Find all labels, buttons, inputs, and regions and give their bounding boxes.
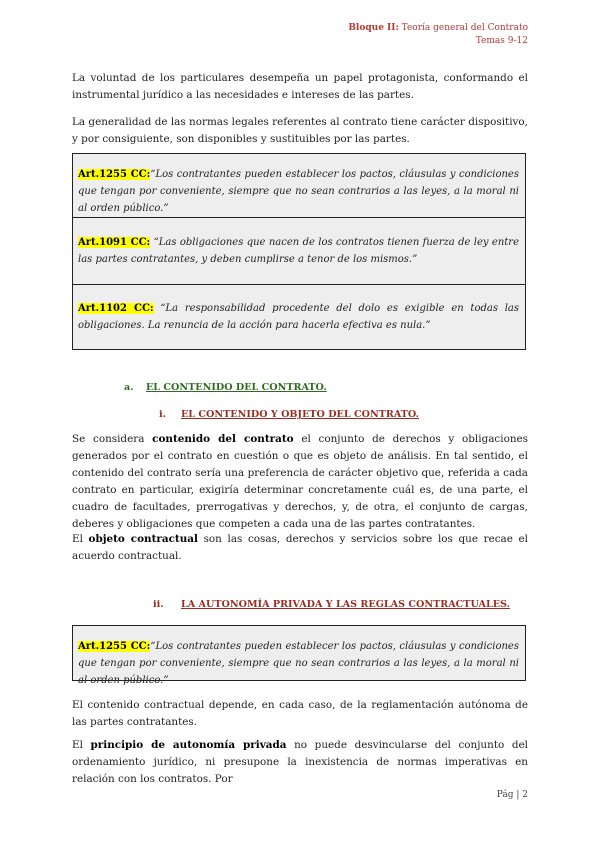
text-run: son las cosas, derechos y servicios sobre los que recae el acuerdo contractual. [72, 533, 528, 562]
text-run: no puede desvincularse del conjunto del ordenamiento jurídico, ni presupone la inexistencia de normas imperativas en relación con los contratos. Por [72, 739, 528, 785]
quote-text: “Las obligaciones que nacen de los contratos tienen fuerza de ley entre las partes contratantes, y deben cumplirse a tenor de los mismos.” [78, 237, 519, 265]
section-number: ii. [153, 599, 164, 610]
article-quote-box-2 [72, 625, 526, 686]
objeto-paragraph [72, 531, 528, 565]
quote-divider [73, 284, 525, 285]
autonomia-paragraph-2 [72, 737, 528, 788]
section-title: EL CONTENIDO DEL CONTRATO. [146, 382, 327, 393]
quote-art-1255 [78, 166, 519, 217]
quote-article-label: Art.1255 CC: [78, 169, 151, 180]
text-run: El [72, 739, 91, 751]
quote-article-label: Art.1102 CC: [78, 303, 154, 314]
quote-text: “Los contratantes pueden establecer los pactos, cláusulas y condiciones que tengan por conveniente, siempre que no sean contrarios a las leyes, a la moral ni al orden público.” [78, 641, 519, 686]
header-temas: Temas 9-12 [475, 36, 528, 46]
section-a-heading [124, 381, 327, 395]
section-title: EL CONTENIDO Y OBJETO DEL CONTRATO. [181, 409, 420, 420]
section-ii-heading [153, 598, 510, 612]
section-number: i. [159, 409, 166, 420]
text-run: El [72, 533, 89, 545]
section-number: a. [124, 382, 134, 393]
text-run: Se considera [72, 433, 153, 445]
bold-term: contenido del contrato [152, 433, 294, 445]
bold-term: principio de autonomía privada [90, 739, 287, 751]
quote-art-1091 [78, 234, 519, 268]
quote-art-1102 [78, 300, 519, 334]
bold-term: objeto contractual [88, 533, 198, 545]
intro-paragraph-1: La voluntad de los particulares desempeña un papel protagonista, conformando el instrumental jurídico a las necesidades e intereses de las partes. [72, 72, 528, 101]
article-quotes-box [72, 153, 526, 350]
contenido-paragraph [72, 431, 528, 533]
quote-divider [73, 217, 525, 218]
page-header [348, 22, 528, 48]
autonomia-paragraph-1: El contenido contractual depende, en cada caso, de la reglamentación autónoma de las partes contratantes. [72, 699, 528, 728]
page-number: Pág | 2 [496, 790, 528, 800]
section-i-heading [159, 408, 419, 422]
quote-text: “Los contratantes pueden establecer los pactos, cláusulas y condiciones que tengan por conveniente, siempre que no sean contrarios a las leyes, a la moral ni al orden público.” [78, 169, 519, 214]
section-title: LA AUTONOMÍA PRIVADA Y LAS REGLAS CONTRACTUALES. [181, 599, 510, 610]
quote-article-label: Art.1255 CC: [78, 641, 151, 652]
header-title: Teoría general del Contrato [401, 23, 528, 33]
text-run: el conjunto de derechos y obligaciones generados por el contrato en cuestión o que es objeto de análisis. En tal sentido, el contenido del contrato sería una preferencia de carácter objetivo que, referida a cada contrato en particular, exigiría determinar concretamente cuál es, de una parte, el cuadro de facultades, prerrogativas y derechos, y, de otra, el conjunto de cargas, deberes y obligaciones que competen a cada una de las partes contratantes. [72, 433, 528, 530]
quote-article-label: Art.1091 CC: [78, 237, 151, 248]
quote-art-1255-repeat [78, 638, 519, 689]
header-bloque: Bloque II: [348, 23, 399, 33]
quote-text: “La responsabilidad procedente del dolo es exigible en todas las obligaciones. La renuncia de la acción para hacerla efectiva es nula.” [78, 303, 519, 331]
intro-paragraph-2: La generalidad de las normas legales referentes al contrato tiene carácter dispositivo, y por consiguiente, son disponibles y sustituibles por las partes. [72, 116, 528, 145]
